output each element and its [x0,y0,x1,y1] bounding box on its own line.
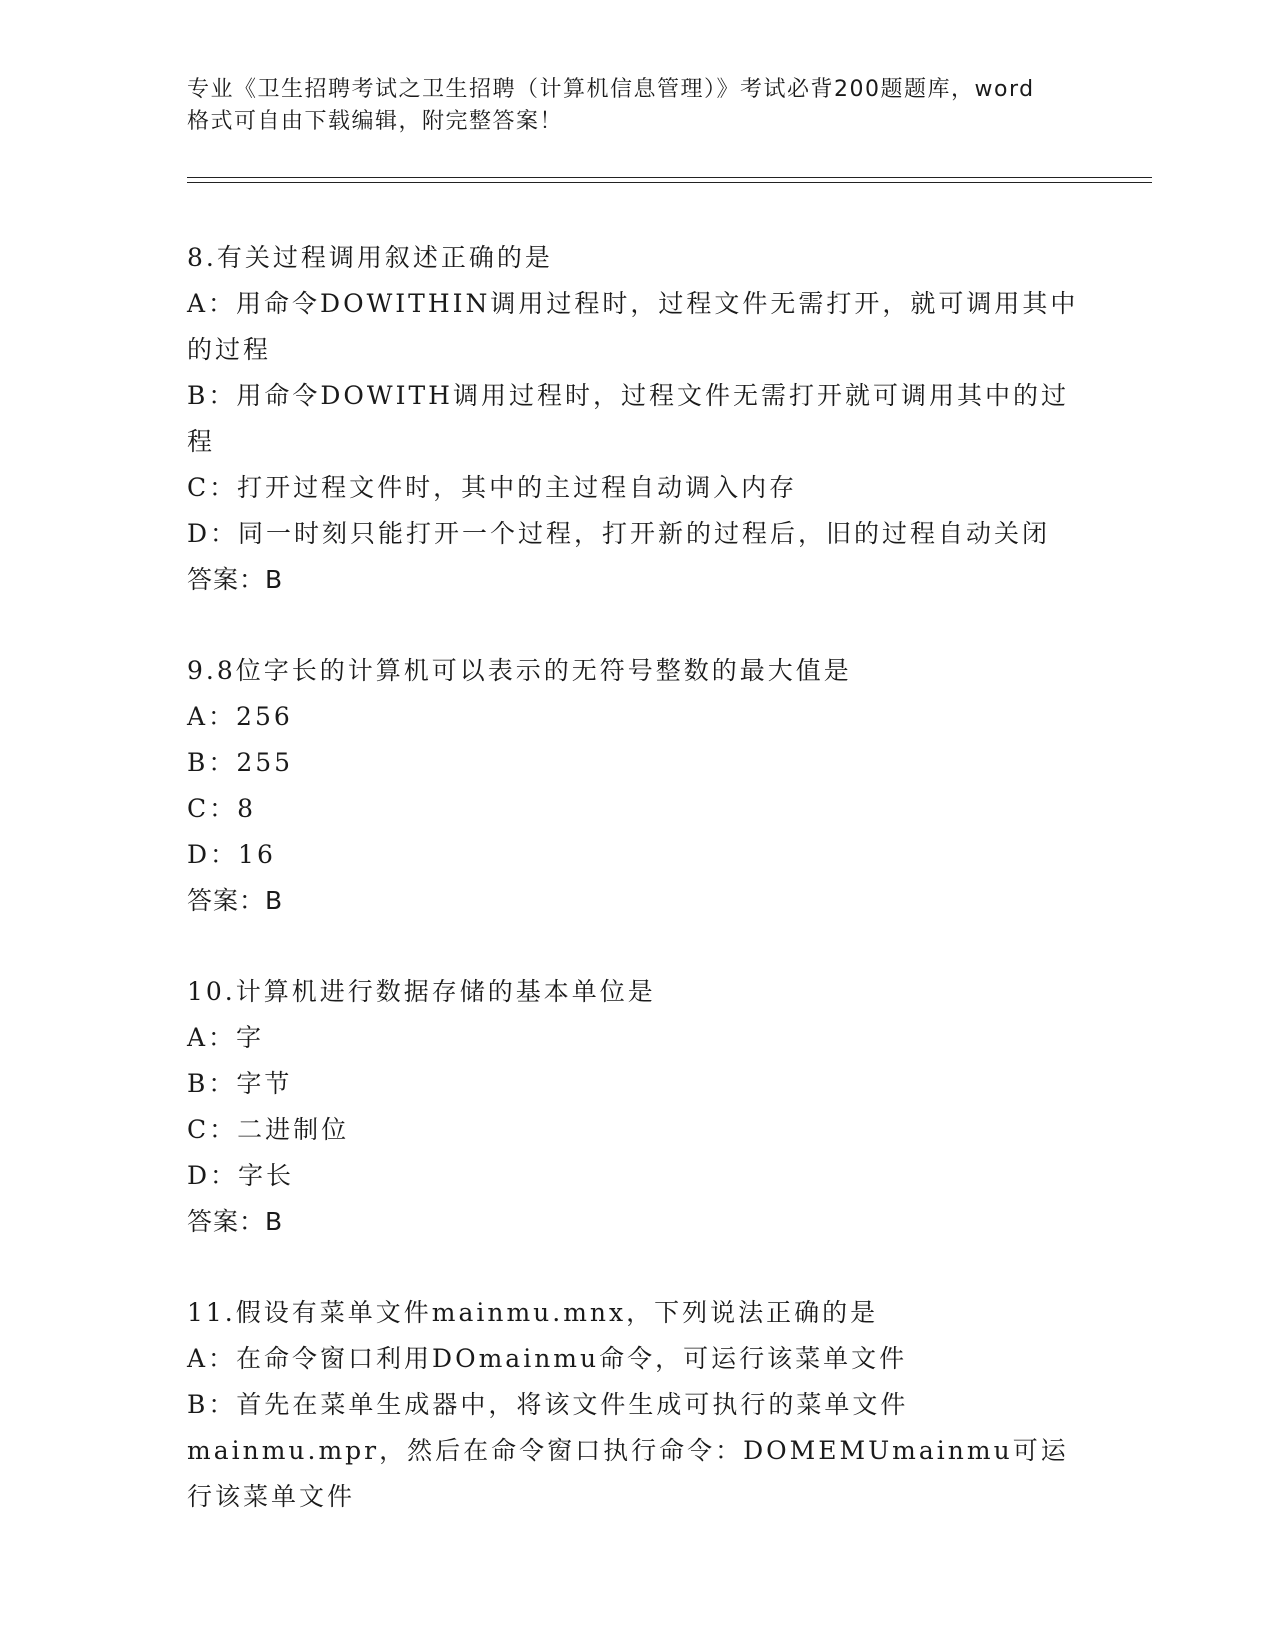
option-b: B：字节 [187,1069,293,1098]
option-b: B：255 [187,748,294,777]
header-title-line-2: 格式可自由下载编辑，附完整答案！ [187,109,564,134]
answer: 答案：B [187,886,284,915]
option-c: C：打开过程文件时，其中的主过程自动调入内存 [187,473,798,502]
question-10 [187,969,1087,1245]
question-8 [187,235,1087,603]
question-stem: 10.计算机进行数据存储的基本单位是 [187,977,656,1006]
question-stem: 9.8位字长的计算机可以表示的无符号整数的最大值是 [187,656,852,685]
option-d: D：同一时刻只能打开一个过程，打开新的过程后，旧的过程自动关闭 [187,519,1051,548]
option-a: A：在命令窗口利用DOmainmu命令，可运行该菜单文件 [187,1344,908,1373]
option-a: A：256 [187,702,293,731]
question-11 [187,1290,1087,1520]
question-list [187,235,1087,1565]
question-stem: 8.有关过程调用叙述正确的是 [187,243,553,272]
question-9 [187,648,1087,924]
option-a: A：用命令DOWITHIN调用过程时，过程文件无需打开，就可调用其中的过程 [187,289,1079,364]
option-c: C：二进制位 [187,1115,350,1144]
option-a: A：字 [187,1023,265,1052]
header-divider-bottom [187,182,1152,183]
answer: 答案：B [187,1207,284,1236]
question-stem: 11.假设有菜单文件mainmu.mnx，下列说法正确的是 [187,1298,879,1327]
header-title-line-1: 专业《卫生招聘考试之卫生招聘（计算机信息管理）》考试必背200题题库，word [187,77,1035,102]
option-d: D：字长 [187,1161,295,1190]
option-c: C：8 [187,794,257,823]
answer: 答案：B [187,565,284,594]
option-b: B：用命令DOWITH调用过程时，过程文件无需打开就可调用其中的过程 [187,381,1069,456]
option-b: B：首先在菜单生成器中，将该文件生成可执行的菜单文件mainmu.mpr，然后在命令窗口执行命令：DOMEMUmainmu可运行该菜单文件 [187,1390,1069,1511]
option-d: D：16 [187,840,276,869]
header-divider-top [187,177,1152,178]
document-header [187,74,1087,138]
